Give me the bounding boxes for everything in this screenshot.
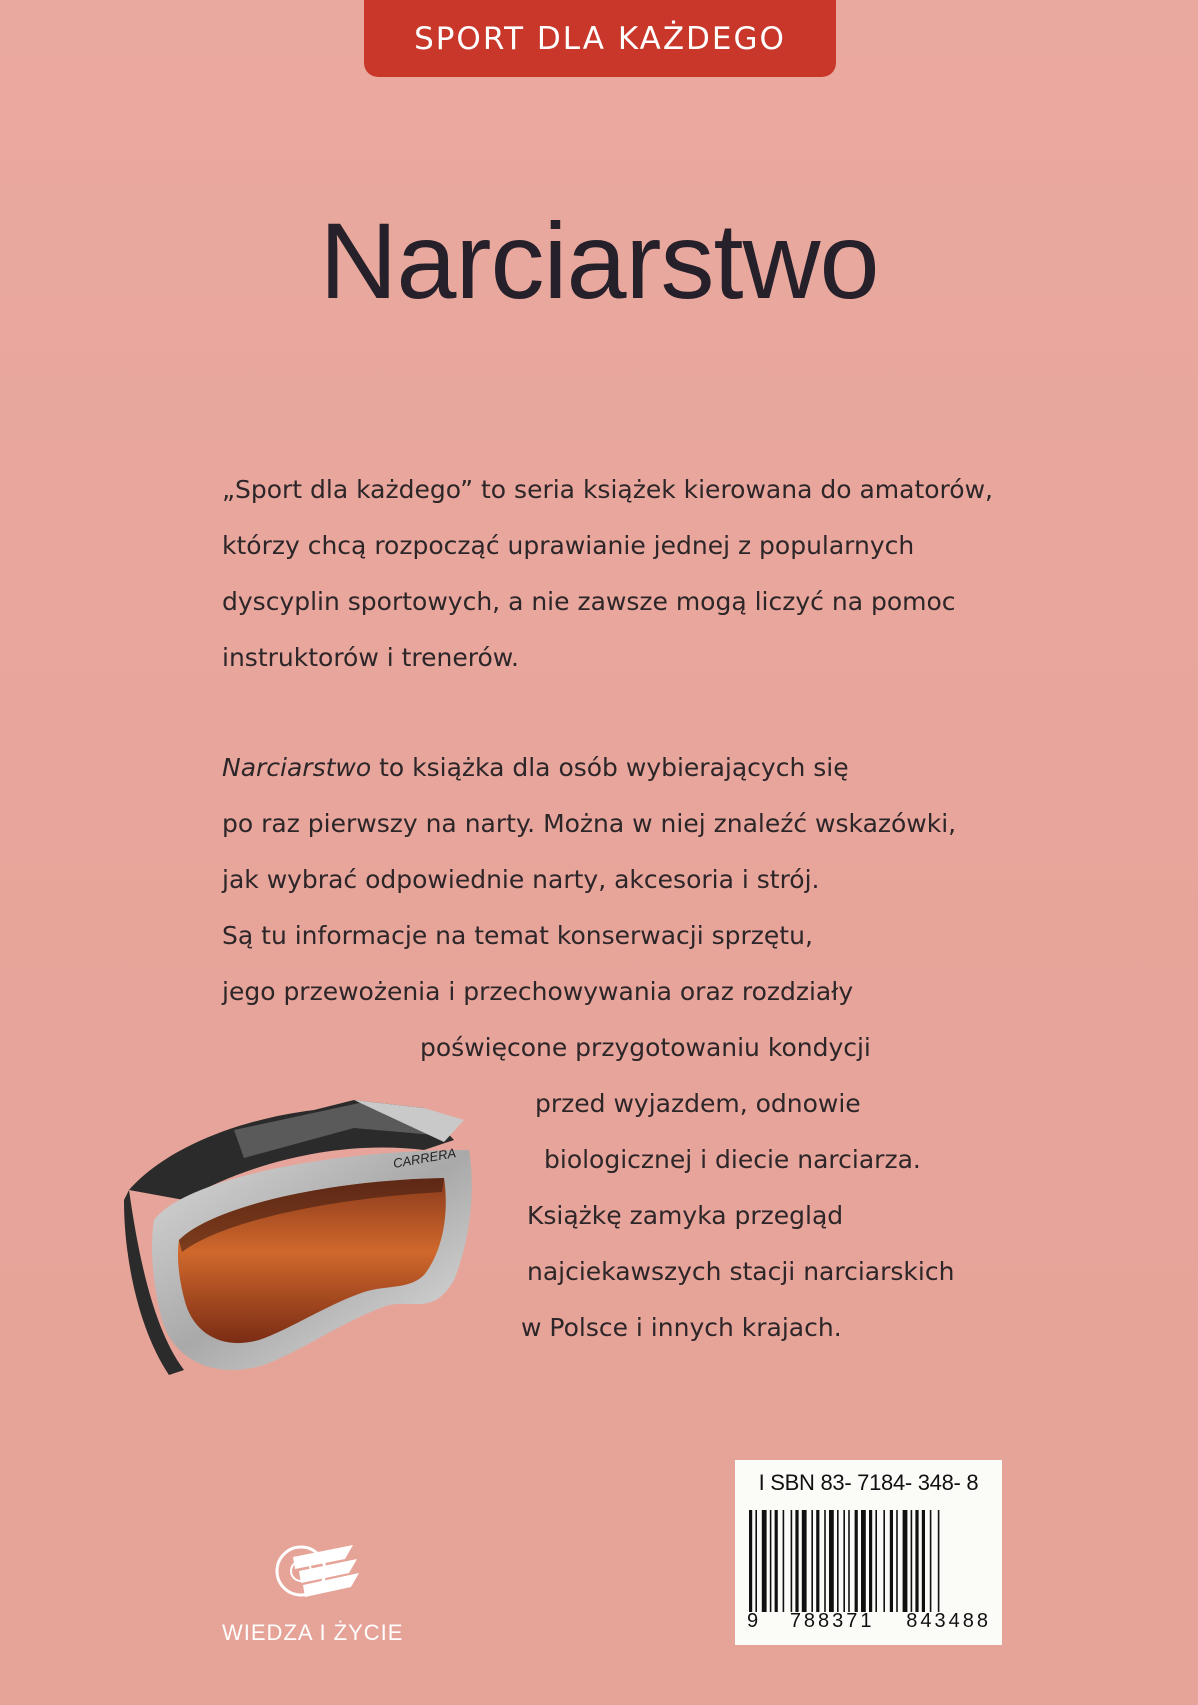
barcode-bar bbox=[903, 1510, 908, 1612]
ski-goggles-image bbox=[124, 1080, 510, 1400]
text-line: którzy chcą rozpocząć uprawianie jednej z popularnych bbox=[222, 531, 915, 560]
barcode-bar bbox=[802, 1510, 807, 1612]
barcode-bar bbox=[922, 1510, 925, 1612]
barcode-bar bbox=[848, 1510, 850, 1612]
barcode-image bbox=[747, 1510, 991, 1612]
text-line: jak wybrać odpowiednie narty, akcesoria i strój. bbox=[222, 865, 820, 894]
barcode-bar bbox=[762, 1510, 767, 1612]
barcode-bar bbox=[791, 1510, 793, 1612]
italic-title: Narciarstwo bbox=[222, 753, 372, 782]
barcode-digits-left: 788371 bbox=[789, 1610, 875, 1632]
barcode-digit-first: 9 bbox=[747, 1610, 759, 1632]
isbn-number: I SBN 83- 7184- 348- 8 bbox=[758, 1470, 979, 1495]
barcode-bar bbox=[829, 1510, 834, 1612]
goggles-brand-text: CARRERA bbox=[391, 1145, 458, 1171]
barcode-bar bbox=[843, 1510, 845, 1612]
barcode-bar bbox=[816, 1510, 819, 1612]
barcode-bar bbox=[755, 1510, 757, 1612]
barcode-bar bbox=[783, 1510, 785, 1612]
barcode-bar bbox=[875, 1510, 877, 1612]
text-line: dyscyplin sportowych, a nie zawsze mogą liczyć na pomoc bbox=[222, 587, 956, 616]
text-line: instruktorów i trenerów. bbox=[222, 643, 519, 672]
barcode-bar bbox=[861, 1510, 866, 1612]
series-banner: SPORT DLA KAŻDEGO bbox=[364, 0, 836, 77]
barcode-bar bbox=[896, 1510, 898, 1612]
text-line: jego przewożenia i przechowywania oraz rozdziały bbox=[222, 977, 854, 1006]
barcode-bar bbox=[811, 1510, 813, 1612]
barcode-bar bbox=[775, 1510, 778, 1612]
barcode-bar bbox=[930, 1510, 932, 1612]
barcode-bar bbox=[795, 1510, 798, 1612]
text-line: Są tu informacje na temat konserwacji sprzętu, bbox=[222, 921, 813, 950]
barcode-bar bbox=[869, 1510, 872, 1612]
text-line: poświęcone przygotowaniu kondycji bbox=[420, 1033, 871, 1062]
barcode-bar bbox=[911, 1510, 913, 1612]
series-description bbox=[222, 462, 993, 686]
text-line: Książkę zamyka przegląd bbox=[527, 1201, 844, 1230]
text-line: najciekawszych stacji narciarskich bbox=[527, 1257, 955, 1286]
text-line: „Sport dla każdego” to seria książek kierowana do amatorów, bbox=[222, 475, 993, 504]
barcode-bar bbox=[890, 1510, 893, 1612]
text-line: w Polsce i innych krajach. bbox=[521, 1313, 842, 1342]
barcode-bar bbox=[883, 1510, 885, 1612]
barcode-bar bbox=[915, 1510, 918, 1612]
barcode-bar bbox=[855, 1510, 858, 1612]
barcode-bar bbox=[938, 1510, 940, 1612]
barcode-bar bbox=[837, 1510, 839, 1612]
publisher-name: WIEDZA I ŻYCIE bbox=[222, 1620, 404, 1645]
publisher-logo-icon bbox=[273, 1537, 361, 1605]
barcode-bar bbox=[824, 1510, 826, 1612]
barcode-bar bbox=[749, 1510, 752, 1612]
text-line bbox=[222, 740, 956, 796]
barcode-bar bbox=[770, 1510, 772, 1612]
text-line: po raz pierwszy na narty. Można w niej znaleźć wskazówki, bbox=[222, 809, 957, 838]
isbn-barcode-box bbox=[735, 1460, 1002, 1645]
book-title: Narciarstwo bbox=[319, 200, 879, 321]
barcode-digits bbox=[747, 1610, 991, 1633]
text-line: przed wyjazdem, odnowie bbox=[535, 1089, 861, 1118]
barcode-digits-right: 843488 bbox=[906, 1610, 991, 1632]
text-line: biologicznej i diecie narciarza. bbox=[544, 1145, 921, 1174]
text-fragment: to książka dla osób wybierających się bbox=[371, 753, 849, 782]
